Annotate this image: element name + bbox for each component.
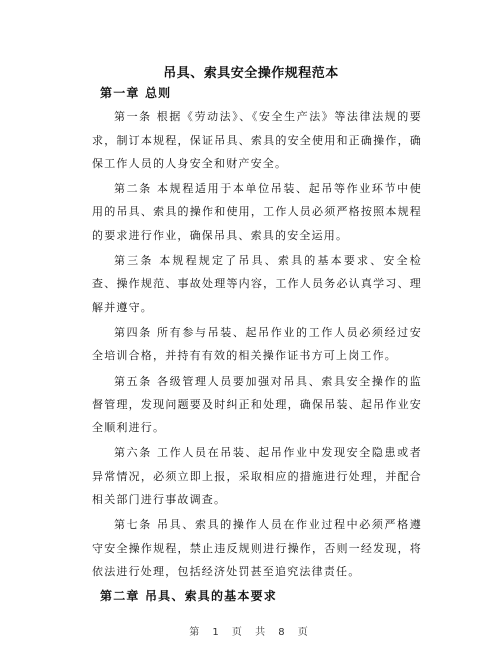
- page-number: 第 1 页 共 8 页: [189, 627, 313, 638]
- article-1: 第一条 根据《劳动法》、《安全生产法》等法律法规的要求，制订本规程，保证吊具、索具的安全使用和正确操作，确保工作人员的人身安全和财产安全。: [92, 110, 422, 170]
- article-3: 第三条 本规程规定了吊具、索具的基本要求、安全检查、操作规范、事故处理等内容，工作人员务必认真学习、理解并遵守。: [92, 254, 422, 314]
- chapter-heading-2: 第二章 吊具、索具的基本要求: [100, 589, 277, 604]
- article-2: 第二条 本规程适用于本单位吊装、起吊等作业环节中使用的吊具、索具的操作和使用，工作人员必须严格按照本规程的要求进行作业，确保吊具、索具的安全运用。: [92, 182, 422, 242]
- article-6: 第六条 工作人员在吊装、起吊作业中发现安全隐患或者异常情况，必须立即上报，采取相应的措施进行处理，并配合相关部门进行事故调查。: [92, 446, 422, 507]
- document-body: [92, 82, 422, 609]
- article-5: 第五条 各级管理人员要加强对吊具、索具安全操作的监督管理，发现问题要及时纠正和处理，确保吊装、起吊作业安全顺利进行。: [92, 374, 422, 435]
- article-4: 第四条 所有参与吊装、起吊作业的工作人员必须经过安全培训合格，并持有有效的相关操作证书方可上岗工作。: [92, 325, 422, 363]
- chapter-heading-1: 第一章 总则: [100, 86, 172, 100]
- article-7: 第七条 吊具、索具的操作人员在作业过程中必须严格遵守安全操作规程，禁止违反规则进行操作，否则一经发现，将依法进行处理，包括经济处罚甚至追究法律责任。: [92, 518, 422, 578]
- document-title: 吊具、索具安全操作规程范本: [163, 66, 339, 81]
